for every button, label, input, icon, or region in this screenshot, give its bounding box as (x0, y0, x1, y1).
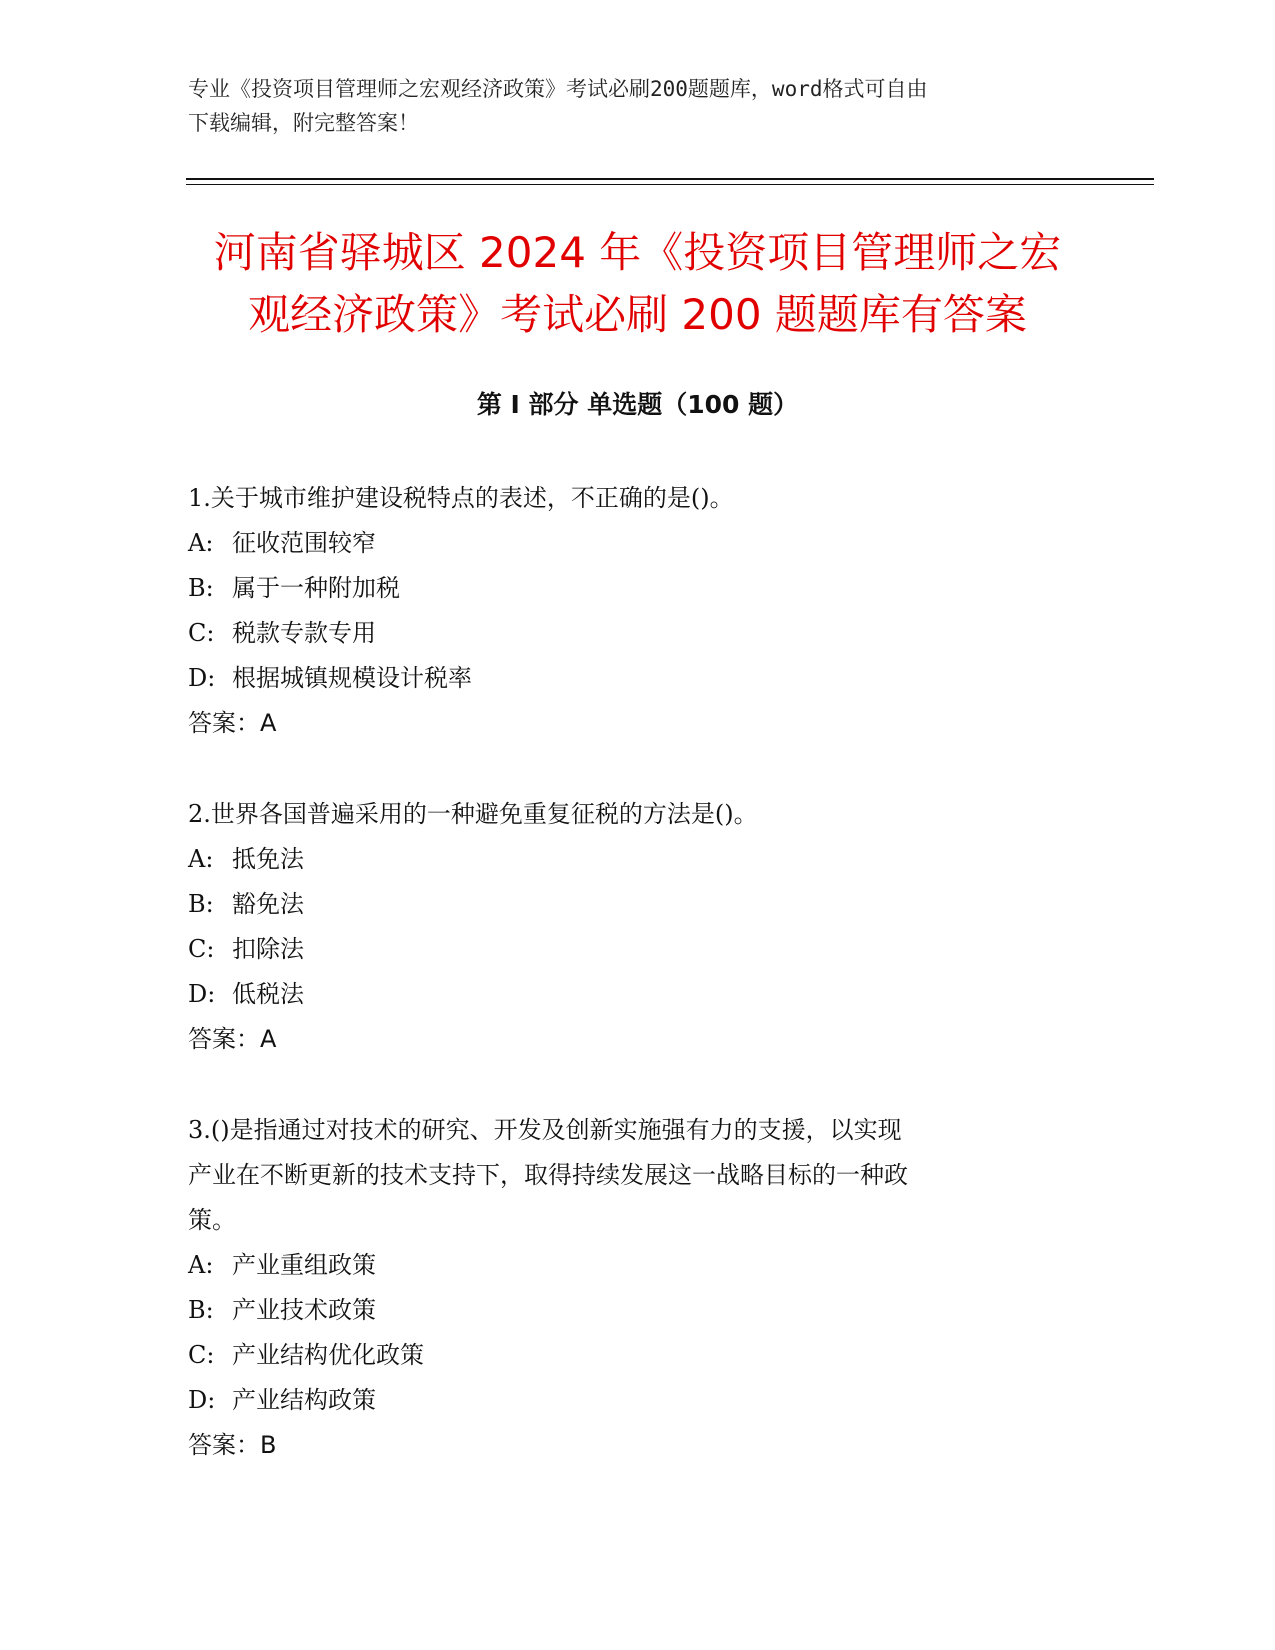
section-title: 第 I 部分 单选题（100 题） (476, 390, 799, 419)
header-note-line: 下载编辑，附完整答案！ (188, 111, 419, 135)
option-letter: D: (188, 980, 216, 1008)
title-line: 观经济政策》考试必刷 200 题题库有答案 (248, 290, 1027, 339)
option-d (188, 972, 1068, 1017)
header-note-line: 专业《投资项目管理师之宏观经济政策》考试必刷200题题库，word格式可自由 (188, 77, 928, 101)
option-text: 抵免法 (232, 845, 304, 873)
option-c (188, 611, 1068, 656)
question-3 (188, 1108, 1068, 1468)
option-b (188, 882, 1068, 927)
document-title (150, 222, 1125, 346)
question-stem: 2.世界各国普遍采用的一种避免重复征税的方法是()。 (188, 800, 758, 828)
option-text: 产业结构政策 (232, 1386, 376, 1414)
option-text: 属于一种附加税 (232, 574, 400, 602)
option-letter: B: (188, 1296, 214, 1324)
question-1 (188, 476, 1068, 746)
header-note (188, 72, 1088, 140)
option-c (188, 1333, 1068, 1378)
title-line: 河南省驿城区 2024 年《投资项目管理师之宏 (213, 228, 1062, 277)
option-letter: B: (188, 574, 214, 602)
option-a (188, 521, 1068, 566)
question-list (188, 476, 1068, 1514)
answer-line: 答案：A (188, 1025, 277, 1053)
option-a (188, 1243, 1068, 1288)
option-c (188, 927, 1068, 972)
option-text: 税款专款专用 (232, 619, 376, 647)
option-letter: D: (188, 1386, 216, 1414)
question-2 (188, 792, 1068, 1062)
question-stem-line: 3.()是指通过对技术的研究、开发及创新实施强有力的支援，以实现 (188, 1116, 902, 1144)
option-a (188, 837, 1068, 882)
option-text: 根据城镇规模设计税率 (232, 664, 472, 692)
option-text: 豁免法 (232, 890, 304, 918)
option-letter: A: (188, 529, 214, 557)
option-letter: B: (188, 890, 214, 918)
option-text: 产业技术政策 (232, 1296, 376, 1324)
question-stem: 1.关于城市维护建设税特点的表述，不正确的是()。 (188, 484, 734, 512)
header-divider-thin (186, 184, 1154, 185)
question-stem-line: 策。 (188, 1206, 236, 1234)
option-letter: C: (188, 1341, 215, 1369)
option-letter: C: (188, 935, 215, 963)
option-d (188, 1378, 1068, 1423)
option-d (188, 656, 1068, 701)
question-stem-line: 产业在不断更新的技术支持下，取得持续发展这一战略目标的一种政 (188, 1161, 908, 1189)
option-letter: C: (188, 619, 215, 647)
answer-line: 答案：B (188, 1431, 277, 1459)
option-b (188, 1288, 1068, 1333)
option-text: 征收范围较窄 (232, 529, 376, 557)
option-text: 产业重组政策 (232, 1251, 376, 1279)
option-letter: D: (188, 664, 216, 692)
answer-line: 答案：A (188, 709, 277, 737)
option-text: 低税法 (232, 980, 304, 1008)
option-b (188, 566, 1068, 611)
option-letter: A: (188, 1251, 214, 1279)
option-text: 产业结构优化政策 (232, 1341, 424, 1369)
header-divider-thick (186, 178, 1154, 180)
option-text: 扣除法 (232, 935, 304, 963)
option-letter: A: (188, 845, 214, 873)
